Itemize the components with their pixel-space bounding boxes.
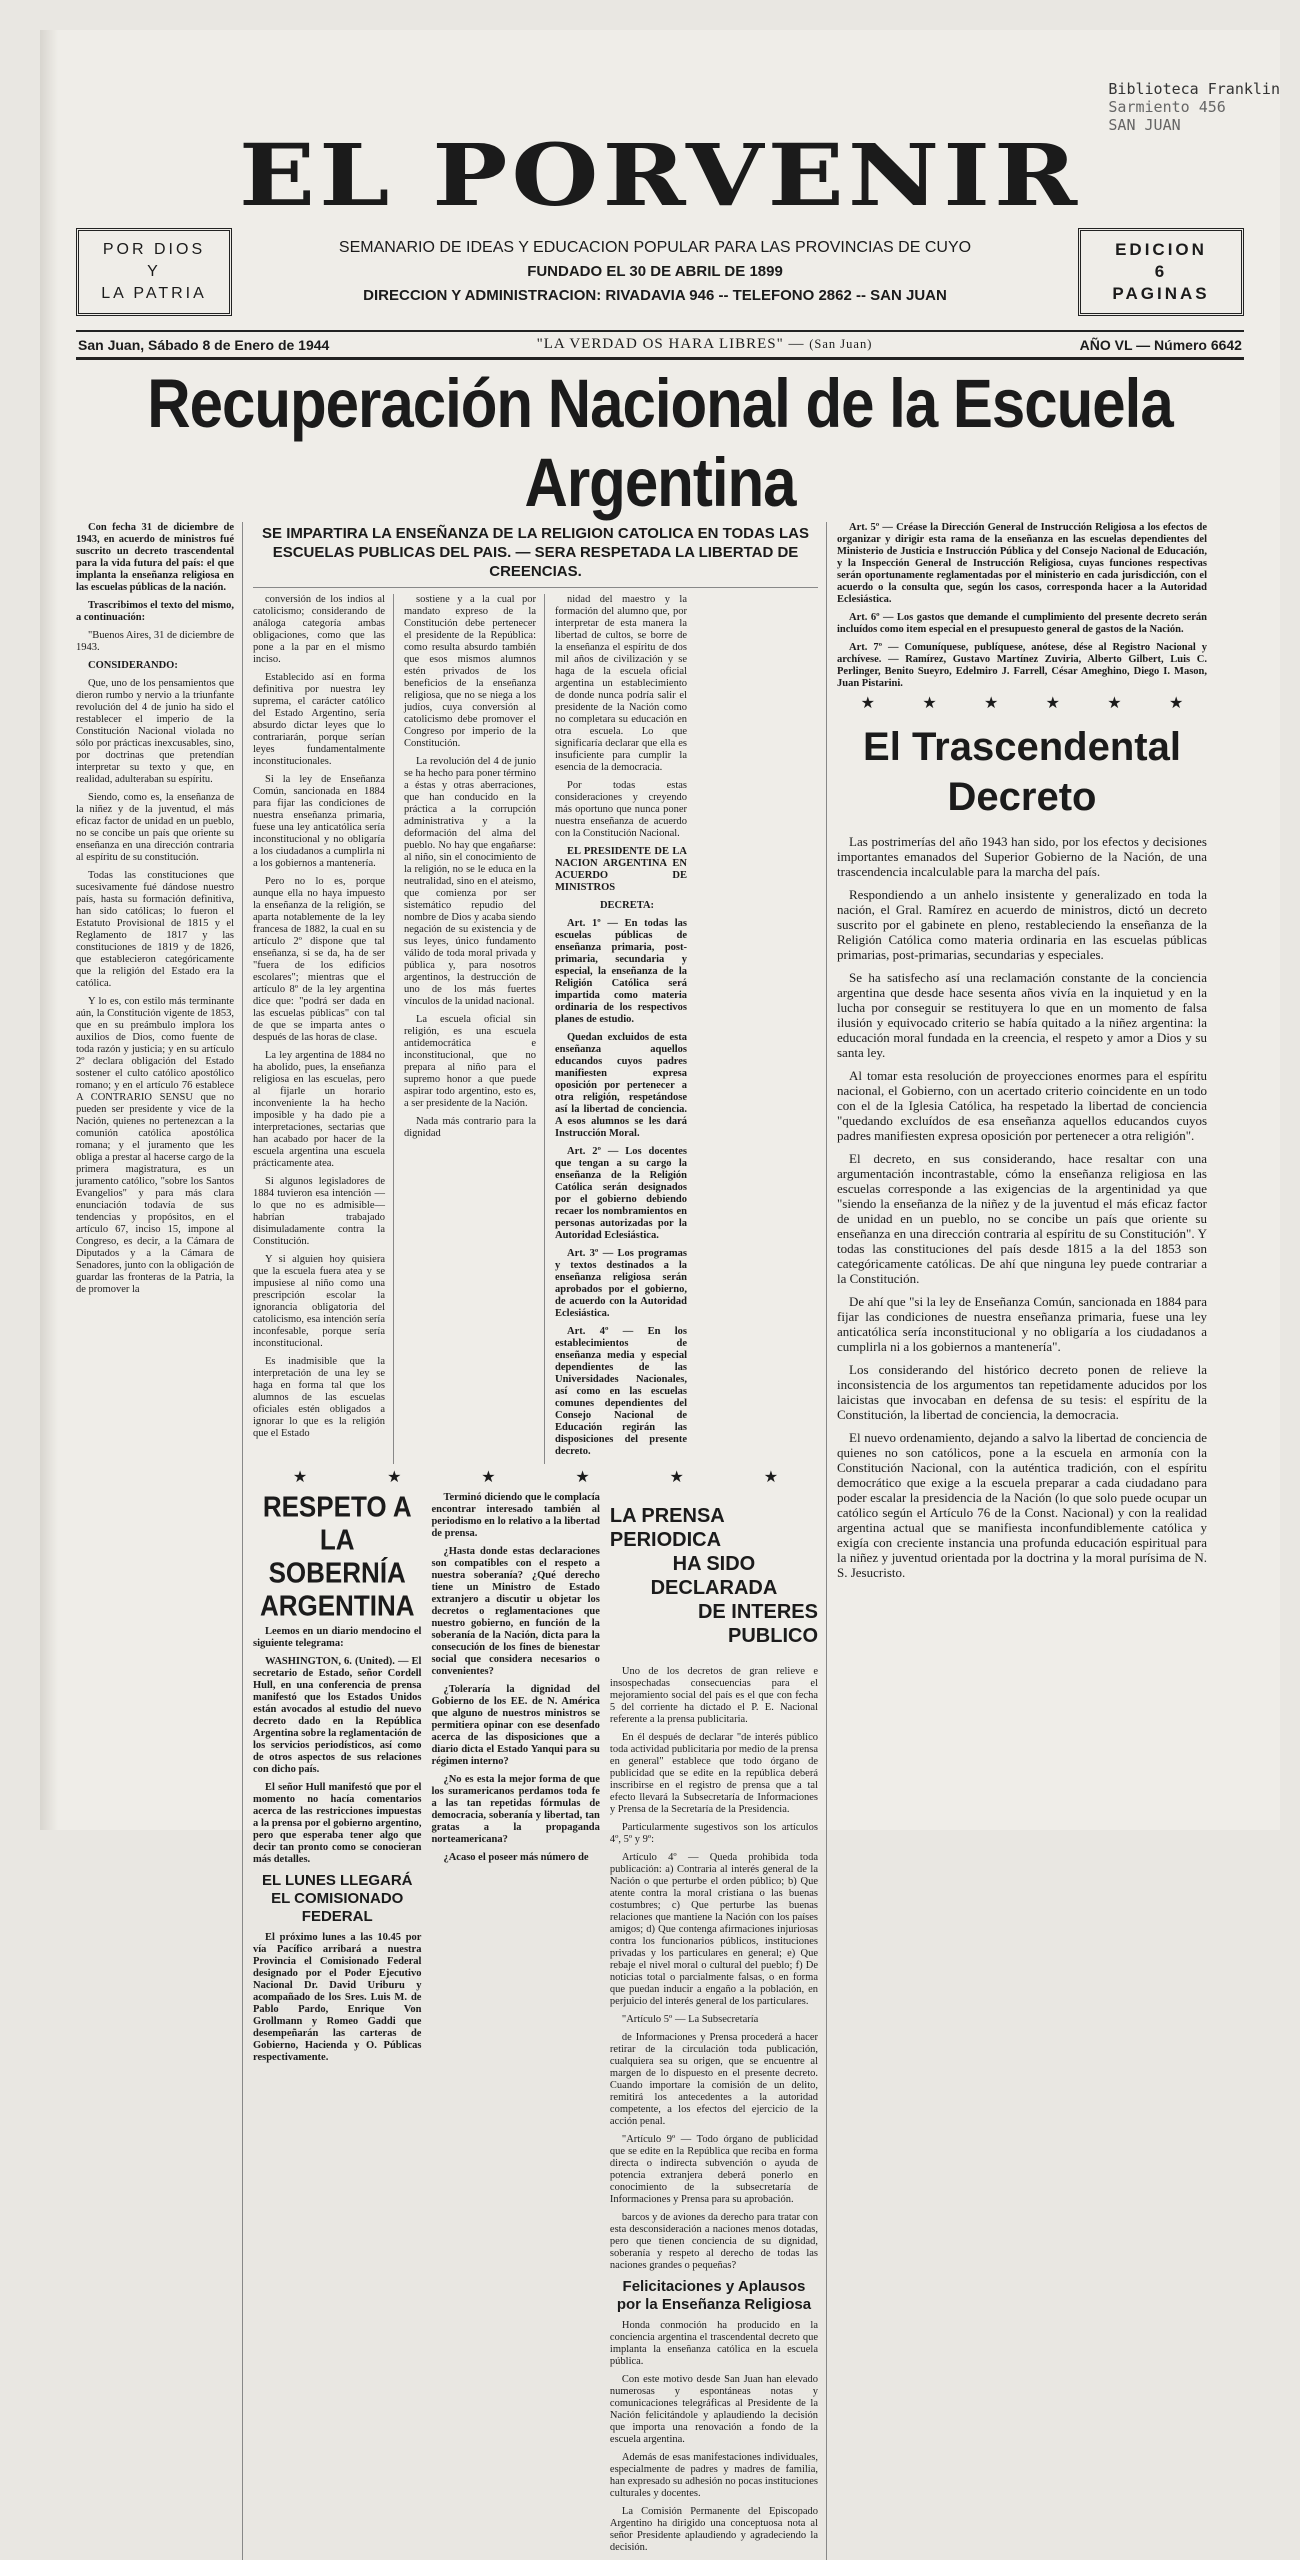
prensa-article: LA PRENSA PERIODICA HA SIDO DECLARADA DE INTERES PUBLICO Uno de los decretos de gran relieve e insospechadas consecuencias para el mejoramiento social del país es el que con fecha 5 del corriente ha dictado el P. E. Nacional referente a la prensa publicitaria. En él después de declarar "de interés público toda actividad publicitaria por medio de la prensa en general" establece que todo órgano de publicidad que se edite en la república deberá inscribirse en el registro de prensa que a tal efecto llevará la Subsecretaría de Informaciones y Prensa de la Secretaría de la Presidencia. Particularmente sugestivos son los artículos 4º, 5º y 9º: Artículo 4º — Queda prohibida toda publicación: a) Contraria al interés general de la Nación o que perturbe el orden público; b) Que atente contra la moral cristiana o las buenas costumbres; c) Que perturbe las buenas relaciones que mantiene la Nación con los países amigos; d) Que contenga afirmaciones injuriosas contra los funcionarios públicos, instituciones privadas y los particulares en general; e) Que rebaje el nivel moral o cultural del pueblo; f) De noticias total o parcialmente falsas, o en forma que puedan inducir a engaño a la población, en perjuicio del interés general de los particulares. "Artículo 5º — La Subsecretaría de Informaciones y Prensa procederá a hacer retirar de la circulación toda publicación, cualquiera sea su origen, que se encuentre al margen de lo dispuesto en el presente decreto. Cuando importare la comisión de un delito, remitirá los antecedentes a la autoridad competente, a los efectos del ejercicio de la acción penal. "Artículo 9º — Todo órgano de publicidad que se edite en la República que reciba en forma directa o indirecta subvención o ayuda de potencia extranjera deberá ponerlo en conocimiento de la subsecretaría de Informaciones y Prensa para su aprobación. barcos y de aviones da derecho para tratar con esta desconsideración a naciones menos dotadas, pero que tienen conciencia de su dignidad, soberanía y respeto al derecho de todas las naciones grandes o pequeñas? Felicitaciones y Aplausos por la Enseñanza Religiosa Honda conmoción ha producido en la conciencia argentina el trascendental decreto que implanta la enseñanza católica en la escuela pública. Con este motivo desde San Juan han elevado numerosas y espontáneas notas y comunicaciones telegráficas al Presidente de la Nación felicitándole y aplaudiendo la decisión que importa una renovación a fondo de la escuela argentina. Además de esas manifestaciones individuales, especialmente de padres y madres de familia, han expresado su adhesión no pocas instituciones culturales y docentes. La Comisión Permanente del Episcopado Argentino ha dirigido una conceptuosa nota al señor Presidente aplaudiendo y agradeciendo la decisión.: [609, 1505, 818, 2553]
main-headline: Recuperación Nacional de la Escuela Argentina: [147, 364, 1173, 522]
right-section: Art. 5º — Créase la Dirección General de Instrucción Religiosa a los efectos de organizar y dirigir esta rama de la enseñanza en las escuelas dependientes del Ministerio de Justicia e Instrucción Pública y del Consejo Nacional de Educación, y la Inspección General de Instrucción Religiosa, cuyas funciones respectivas serán oportunamente reglamentadas por el ministerio en cada jurisdicción, con el acuerdo o la consulta que, según los casos, corresponda hacer a la Autoridad Eclesiástica. Art. 6º — Los gastos que demande el cumplimiento del presente decreto serán incluídos como item especial en el presupuesto general de gastos de la Nación. Art. 7º — Comuníquese, publíquese, anótese, dése al Registro Nacional y archívese. — Ramírez, Gustavo Martínez Zuviria, Alberto Gilbert, Luis C. Perlinger, Benito Sueyro, Edelmiro J. Farrell, César Ameghino, Diego I. Mason, Juan Pistarini. ★ ★ ★ ★ ★ ★ El Trascendental Decreto Las postrimerías del año 1943 han sido, por los efectos y decisiones importantes emanados del Superior Gobierno de la Nación, de una trascendencia incalculable para la marcha del país. Respondiendo a un anhelo insistente y generalizado en toda la nación, el Gral. Ramírez en acuerdo de ministros, dictó un decreto suscrito por el gabinete en pleno, restableciendo la enseñanza de la Religión Católica como materia ordinaria en las escuelas públicas primarias, post-primarias, secundarias y especiales. Se ha satisfecho así una reclamación constante de la conciencia argentina que desde hace sesenta años vivía en la inquietud y en la lucha por conseguir se restituyera lo que en un momento de falsa ilusión y equivocado criterio se había quitado a la niñez argentina: la educación moral fundada en la creencia, el respeto y amor a Dios y su santa ley. Al tomar esta resolución de proyecciones enormes para el espíritu nacional, el Gobierno, con un acertado criterio coincidente en un todo con el de la Iglesia Católica, ha respetado la libertad de conciencia "quedando excluídos de esa enseñanza aquellos educandos cuyos padres manifiesten expresa oposición por pertenecer a otra religión". El decreto, en sus considerando, hace resaltar con una argumentación incontrastable, cómo la enseñanza religiosa en las escuelas corresponde a las exigencias de la argentinidad ya que "siendo la enseñanza de la niñez y de la juventud el más eficaz factor de unidad en un pueblo, no se concibe un país que oriente su enseñanza en una dirección contraria al espíritu de su Constitución". Y todas las constituciones del país desde 1815 a la del 1853 son categóricamente católicas. De ahí que ninguna ley puede contrariar a la Constitución. De ahí que "si la ley de Enseñanza Común, sancionada en 1884 para fijar las condiciones de nuestra enseñanza primaria, fuese una ley anticatólica sería inconstitucional y no obligaría a los ciudadanos a cumplirla ni a los gobiernos a mantenería". Los considerando del histórico decreto ponen de relieve la inconsistencia de los argumentos tan repetidamente aducidos por los laicistas que invocaban en defensa de su tesis: el espíritu de la Constitución, la libertad de conciencia, la democracia. El nuevo ordenamiento, dejando a salvo la libertad de conciencia de quienes no son católicos, pone a la escuela en armonía con la Constitución Nacional, con la auténtica tradición, con el espíritu democrático que exige a la escuela preparar a cada ciudadano para poder escalar la presidencia de la Nación (lo que solo puede ocupar un católico según el Artículo 76 de la Const. Nacional) y con la realidad argentina actual que se manifiesta inconfundiblemente católica y exigía con creciente instancia una profunda educación espiritual para la niñez y juventud orientada por la doctrina y la moral purísima de N. S. Jesucristo.: [837, 522, 1207, 1580]
respeto-article: RESPETO A LA SOBERNÍA ARGENTINA Leemos en un diario mendocino el siguiente telegrama: WASHINGTON, 6. (United). — El secretario de Estado, señor Cordell Hull, en una conferencia de prensa manifestó que los Estados Unidos están avocados al estudio del nuevo decreto dado en la República Argentina sobre la reglamentación de los servicios periodísticos, así como de otros aspectos de sus relaciones con dicho país. El señor Hull manifestó que por el momento no hacía comentarios acerca de las restricciones impuestas a la prensa por el gobierno argentino, pero que esperaba tener algo que decir tan pronto como se conocieran más detalles. EL LUNES LLEGARÁ EL COMISIONADO FEDERAL El próximo lunes a las 10.45 por vía Pacífico arribará a nuestra Provincia el Comisionado Federal designado por el Poder Ejecutivo Nacional Dr. David Uriburu y acompañado de los Sres. Luis M. de Pablo Pardo, Enrique Von Grollmann y Romeo Gaddi que desempeñarán las carteras de Gobierno, Hacienda y O. Públicas respectivamente.: [253, 1490, 422, 2063]
lunes-headline: EL LUNES LLEGARÁ EL COMISIONADO FEDERAL: [261, 1872, 413, 1925]
article-columns: [76, 522, 1244, 2560]
star-icon: ★: [860, 695, 875, 712]
decree-subhead: SE IMPARTIRA LA ENSEÑANZA DE LA RELIGION CATOLICA EN TODAS LAS ESCUELAS PUBLICAS DEL PAIS. — SERA RESPETADA LA LIBERTAD DE CREENCIAS.: [253, 522, 818, 588]
star-icon: ★: [292, 1469, 308, 1486]
page-fold: [40, 30, 58, 1830]
center-section: [253, 522, 827, 2560]
respeto-continued: Terminó diciendo que le complacía encontrar interesado también al periodismo en lo relativo a la libertad de prensa. ¿Hasta donde estas declaraciones son compatibles con el respeto a nuestra soberanía? ¿Qué derecho tiene un Ministro de Estado extranjero a discutir u objetar los decretos o reglamentaciones que nuestro gobierno, en función de la soberanía de la Nación, dicta para la consecución de los fines de bienestar social que considera necesarios o convenientes? ¿Toleraría la dignidad del Gobierno de los EE. de N. América que alguno de nuestros ministros se permitiera opinar con ese desenfado acerca de las disposiciones que a diario dicta el Estado Yanqui para su régimen interno? ¿No es esta la mejor forma de que los suramericanos perdamos toda fe a las tan repetidas fórmulas de democracia, soberanía y libertad, tan gratas a la propaganda norteamericana? ¿Acaso el poseer más número de: [431, 1492, 600, 1863]
column-1: Con fecha 31 de diciembre de 1943, en acuerdo de ministros fué suscrito un decreto trascendental para la vida futura del país: el que implanta la enseñanza religiosa en las escuelas públicas de la nación. Trascribimos el texto del mismo, a continuación: "Buenos Aires, 31 de diciembre de 1943. CONSIDERANDO: Que, uno de los pensamientos que dieron rumbo y nervio a la triunfante revolución del 4 de junio ha sido el restablecer el imperio de la Constitución Nacional violada no sólo por prácticas inexcusables, sino, por doctrinas que pretendían interpretar su texto y que, en realidad, adulteraban su espíritu. Siendo, como es, la enseñanza de la niñez y de la juventud, el más eficaz factor de unidad en un pueblo, no se concibe un país que oriente su enseñanza en una dirección contraria al espíritu de su constitución. Todas las constituciones que sucesivamente fué dándose nuestro país, hasta su formación definitiva, han sido católicas; lo fueron el Estatuto Provisional de 1815 y el Reglamento de 1817 y las constituciones de 1819 y de 1826, que establecieron categóricamente que la religión del Estado era la católica. Y lo es, con estilo más terminante aún, la Constitución vigente de 1853, que en su preámbulo implora los auxilios de Dios, como fuente de toda razón y justicia; y en su artículo 2º declara obligación del Estado sostener el culto católico apostólico romano; y en el artículo 76 establece A CONTRARIO SENSU que no pueden ser presidente y vice de la Nación, quienes no pertenezcan a la comunión católica apostólica romana; y el juramento que les obliga a prestar al hacerse cargo de la primera magistratura, es un juramento católico, "sobre los Santos Evangelios" y para más clara enunciación todavía de sus tendencias y propósitos, en el artículo 67, inciso 15, impone al Congreso, es decir, a la Cámara de Diputados y a la Cámara de Senadores, junto con la obligación de guardar las fronteras de la Patria, la de promover la: [76, 522, 243, 2560]
star-divider: [837, 695, 1207, 712]
library-stamp: Biblioteca Franklin Sarmiento 456 SAN JUAN: [1108, 80, 1280, 134]
star-icon: ★: [1045, 695, 1060, 712]
masthead-info: SEMANARIO DE IDEAS Y EDUCACION POPULAR PARA LAS PROVINCIAS DE CUYO FUNDADO EL 30 DE ABRIL DE 1899 DIRECCION Y ADMINISTRACION: RIVADAVIA 946 -- TELEFONO 2862 -- SAN JUAN: [338, 239, 972, 304]
decree-editorial: Las postrimerías del año 1943 han sido, por los efectos y decisiones importantes emanados del Superior Gobierno de la Nación, de una trascendencia incalculable para la marcha del país. Respondiendo a un anhelo insistente y generalizado en toda la nación, el Gral. Ramírez en acuerdo de ministros, dictó un decreto suscrito por el gabinete en pleno, restableciendo la enseñanza de la Religión Católica como materia ordinaria en las escuelas públicas primarias, post-primarias, secundarias y especiales. Se ha satisfecho así una reclamación constante de la conciencia argentina que desde hace sesenta años vivía en la inquietud y en la lucha por conseguir se restituyera lo que en un momento de falsa ilusión y equivocado criterio se había quitado a la niñez argentina: la educación moral fundada en la creencia, el respeto y amor a Dios y su santa ley. Al tomar esta resolución de proyecciones enormes para el espíritu nacional, el Gobierno, con un acertado criterio coincidente en un todo con el de la Iglesia Católica, ha respetado la libertad de conciencia "quedando excluídos de esa enseñanza aquellos educandos cuyos padres manifiesten expresa oposición por pertenecer a otra religión". El decreto, en sus considerando, hace resaltar con una argumentación incontrastable, cómo la enseñanza religiosa en las escuelas corresponde a las exigencias de la argentinidad ya que "siendo la enseñanza de la niñez y de la juventud el más eficaz factor de unidad en un pueblo, no se concibe un país que oriente su enseñanza en una dirección contraria al espíritu de su Constitución". Y todas las constituciones del país desde 1815 a la del 1853 son categóricamente católicas. De ahí que ninguna ley puede contrariar a la Constitución. De ahí que "si la ley de Enseñanza Común, sancionada en 1884 para fijar las condiciones de nuestra enseñanza primaria, fuese una ley anticatólica sería inconstitucional y no obligaría a los ciudadanos a cumplirla ni a los gobiernos a mantenería". Los considerando del histórico decreto ponen de relieve la inconsistencia de los argumentos tan repetidamente aducidos por los laicistas que invocaban en defensa de su tesis: el espíritu de la Constitución, la libertad de conciencia, la democracia. El nuevo ordenamiento, dejando a salvo la libertad de conciencia de quienes no son católicos, pone a la escuela en armonía con la Constitución Nacional, con la auténtica tradición, con el espíritu democrático que exige a la escuela preparar a cada ciudadano para poder escalar la presidencia de la Nación (lo que solo puede ocupar un católico según el Artículo 76 de la Const. Nacional) y con la realidad argentina actual que se manifiesta inconfundiblemente católica y exigía con creciente instancia una profunda educación espiritual para la niñez y juventud orientada por la doctrina y la moral purísima de N. S. Jesucristo.: [837, 834, 1207, 1580]
issue-date: San Juan, Sábado 8 de Enero de 1944: [78, 336, 330, 353]
star-icon: ★: [481, 1469, 496, 1486]
motto: "LA VERDAD OS HARA LIBRES" — (San Juan): [536, 336, 873, 352]
star-icon: ★: [575, 1469, 590, 1486]
prensa-headline: LA PRENSA PERIODICA HA SIDO DECLARADA DE INTERES PUBLICO: [609, 1505, 818, 1647]
newspaper-page: [40, 30, 1280, 2553]
column-4: nidad del maestro y la formación del alumno que, por interpretar de esta manera la libertad de cultos, se borre de la enseñanza el espíritu de dos mil años de civilización y se haga de la escuela oficial argentina un establecimiento de donde nunca podría salir el presidente de la Nación como no completara su educación en otra escuela. Lo que significaría declarar que ella es insuficiente para cumplir la esencia de la democracia. Por todas estas consideraciones y creyendo más oportuno que nunca poner nuestra enseñanza de acuerdo con la Constitución Nacional. EL PRESIDENTE DE LA NACION ARGENTINA EN ACUERDO DE MINISTROS DECRETA: Art. 1º — En todas las escuelas públicas de enseñanza primaria, post-primaria, secundaria y especial, la enseñanza de la Religión Católica será impartida como materia ordinaria de los respectivos planes de estudio. Quedan excluidos de esta enseñanza aquellos educandos cuyos padres manifiesten expresa oposición por pertenecer a otra religión, respetándose así la libertad de conciencia. A esos alumnos se les dará Instrucción Moral. Art. 2º — Los docentes que tengan a su cargo la enseñanza de la Religión Católica serán designados por el gobierno debiendo recaer los nombramientos en personas autorizadas por la Autoridad Eclesiástica. Art. 3º — Los programas y textos destinados a la enseñanza religiosa serán aprobados por el gobierno, de acuerdo con la Autoridad Eclesiástica. Art. 4º — En los establecimientos de enseñanza media y especial dependientes de las Universidades Nacionales, así como en las escuelas comunes dependientes del Consejo Nacional de Educación regirán las disposiciones del presente decreto.: [555, 594, 687, 1457]
star-icon: ★: [387, 1469, 402, 1486]
star-icon: ★: [1107, 695, 1122, 712]
newspaper-title: EL PORVENIR: [238, 124, 1082, 226]
issue-number: AÑO VL — Número 6642: [1079, 336, 1242, 353]
star-divider: [253, 1469, 818, 1486]
motto-box: POR DIOS Y LA PATRIA: [76, 228, 232, 316]
decree-headline: El Trascendental Decreto: [863, 725, 1181, 819]
column-2: conversión de los indios al catolicismo; considerando de análoga categoría ambas obligaciones, como que las pone a la par en el mismo inciso. Establecido así en forma definitiva por nuestra ley suprema, el carácter católico del Estado Argentino, sería absurdo dictar leyes que lo contrariarán, porque serían leyes fundamentalmente inconstitucionales. Si la ley de Enseñanza Común, sancionada en 1884 para fijar las condiciones de nuestra enseñanza primaria, fuese una ley anticatólica sería inconstitucional y no obligaría a los ciudadanos a cumplirla ni a los gobiernos a mantenería. Pero no lo es, porque aunque ella no haya impuesto la enseñanza de la religión, se aparta notablemente de la ley francesa de 1882, la cual en su artículo 2º dispone que tal enseñanza, si se da, ha de ser "fuera de los edificios escolares"; mientras que el artículo 8º de la ley argentina dice que: "podrá ser dada en las escuelas públicas" con tal de que se imparta antes o después de las horas de clase. La ley argentina de 1884 no ha abolido, pues, la enseñanza religiosa en las escuelas, pero al fijarle un horario inconveniente la ha hecho imposible y ha dado pie a interpretaciones, sectarias que han acabado por hacer de la escuela argentina una escuela prácticamente atea. Si algunos legisladores de 1884 tuvieron esa intención —lo que no es admisible— habrían trabajado disimuladamente contra la Constitución. Y si alguien hoy quisiera que la escuela fuera atea y se impusiese al niño como una prescripción escolar la ignorancia obligatoria del catolicismo, esa intención sería inconfesable, porque sería inconstitucional. Es inadmisible que la interpretación de una ley se haga en forma tal que los alumnos de las escuelas oficiales estén obligados a ignorar lo que es la religión que el Estado: [253, 594, 394, 1464]
dateline: [76, 330, 1244, 360]
star-icon: ★: [1168, 695, 1184, 712]
column-3: sostiene y a la cual por mandato expreso de la Constitución debe pertenecer el presidente de la República: como resulta absurdo también que esos mismos alumnos estén privados de los beneficios de la enseñanza religiosa, que no se niega a los judíos, cuya conversión al catolicismo debe promover el Congreso por imperio de la Constitución. La revolución del 4 de junio se ha hecho para poner término a éstas y otras aberraciones, que han conducido en la práctica a la corrupción administrativa y a la deformación del alma del pueblo. No hay que engañarse: al niño, sin el conocimiento de la religión, no se le educa en la neutralidad, sino en el ateismo, que comienza por ser sistemático repudio del nombre de Dios y acaba siendo negación de su existencia y de sus leyes, único fundamento válido de toda moral privada y pública y, para nosotros argentinos, la destrucción de uno de los más fuertes vínculos de la unidad nacional. La escuela oficial sin religión, es una escuela antidemocrática e inconstitucional, que no prepara al niño para el supremo honor a que puede aspirar todo argentino, esto es, a ser presidente de la Nación. Nada más contrario para la dignidad: [404, 594, 545, 1464]
felicitaciones-headline: Felicitaciones y Aplausos por la Enseñanza Religiosa: [616, 2278, 812, 2313]
star-icon: ★: [922, 695, 937, 712]
edition-box: EDICION 6 PAGINAS: [1078, 228, 1244, 316]
masthead: [76, 120, 1244, 316]
star-icon: ★: [669, 1469, 684, 1486]
respeto-headline: RESPETO A LA SOBERNÍA ARGENTINA: [259, 1490, 415, 1622]
star-icon: ★: [983, 695, 999, 712]
star-icon: ★: [763, 1469, 779, 1486]
